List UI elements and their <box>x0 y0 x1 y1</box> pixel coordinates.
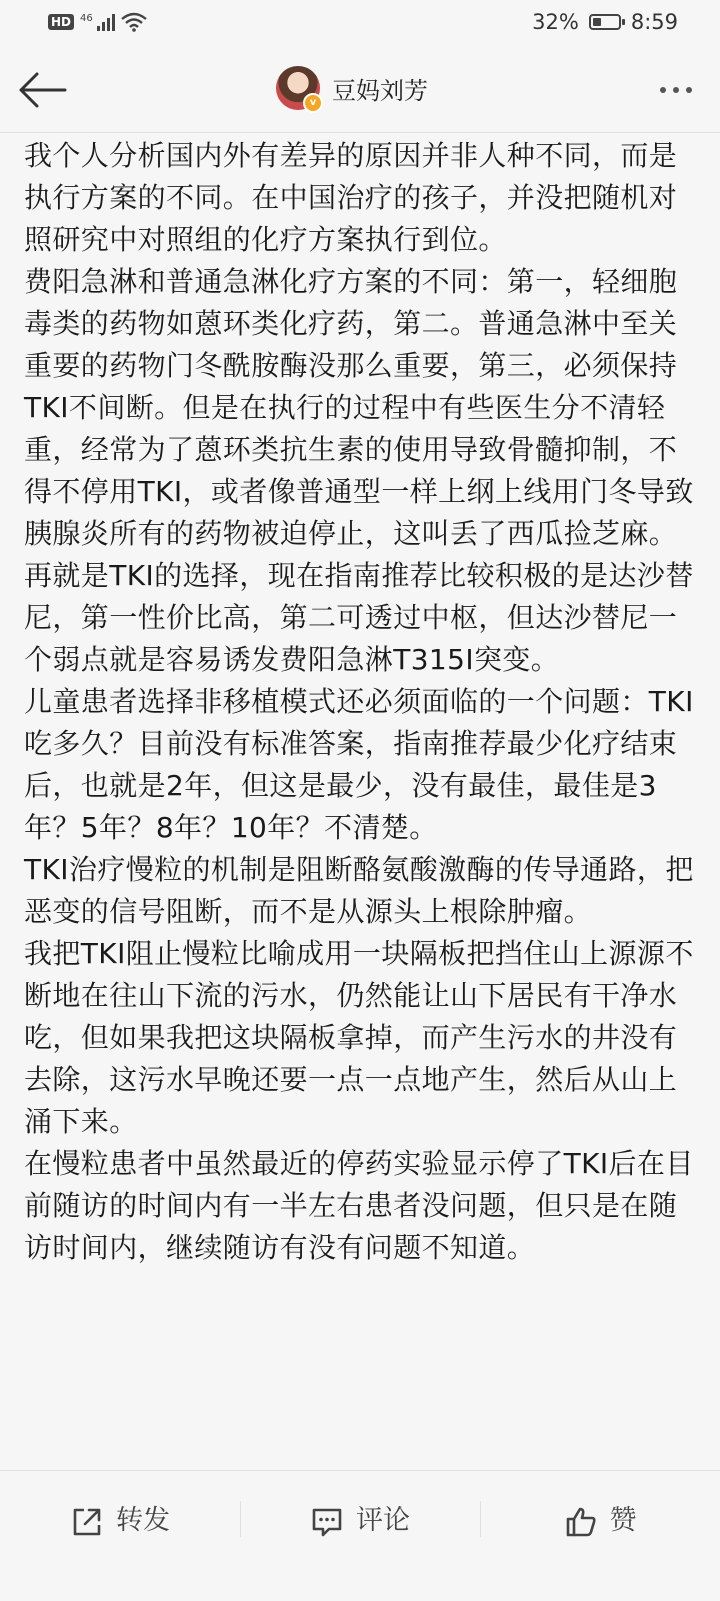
more-options-button[interactable] <box>646 70 706 110</box>
post-paragraph: 我个人分析国内外有差异的原因并非人种不同，而是执行方案的不同。在中国治疗的孩子，并没把随机对照研究中对照组的化疗方案执行到位。 <box>24 139 678 256</box>
back-button[interactable] <box>14 66 70 114</box>
status-bar <box>0 0 720 50</box>
share-icon <box>70 1505 104 1539</box>
more-dot <box>673 87 679 93</box>
battery-icon <box>589 14 621 30</box>
author-profile[interactable] <box>276 66 428 110</box>
post-paragraph: 在慢粒患者中虽然最近的停药实验显示停了TKI后在目前随访的时间内有一半左右患者没问题，但只是在随访时间内，继续随访有没有问题不知道。 <box>24 1147 694 1264</box>
wifi-icon <box>121 12 147 32</box>
comment-label: 评论 <box>356 1505 410 1536</box>
post-paragraph: 费阳急淋和普通急淋化疗方案的不同：第一，轻细胞毒类的药物如蒽环类化疗药，第二。普通急淋中至关重要的药物门冬酰胺酶没那么重要，第三，必须保持TKI不间断。但是在执行的过程中有些医生分不清轻重，经常为了蒽环类抗生素的使用导致骨髓抑制，不得不停用TKI，或者像普通型一样上纲上线用门冬导致胰腺炎所有的药物被迫停止，这叫丢了西瓜捡芝麻。 <box>24 265 694 550</box>
top-nav-bar <box>0 50 720 133</box>
repost-button[interactable] <box>0 1471 240 1601</box>
status-right <box>532 10 678 34</box>
status-left <box>48 12 147 32</box>
like-button[interactable] <box>480 1471 720 1601</box>
battery-percent: 32% <box>532 10 579 34</box>
comment-button[interactable] <box>240 1471 480 1601</box>
network-type: 46 <box>80 12 93 24</box>
hd-indicator: HD <box>48 14 74 30</box>
clock: 8:59 <box>630 10 678 34</box>
signal-icon <box>97 13 115 31</box>
repost-label: 转发 <box>116 1505 170 1536</box>
battery-fill <box>593 18 601 26</box>
post-paragraph: 再就是TKI的选择，现在指南推荐比较积极的是达沙替尼，第一性价比高，第二可透过中枢，但达沙替尼一个弱点就是容易诱发费阳急淋T315I突变。 <box>24 559 694 676</box>
post-paragraph: TKI治疗慢粒的机制是阻断酪氨酸激酶的传导通路，把恶变的信号阻断，而不是从源头上根除肿瘤。 <box>24 853 694 928</box>
comment-icon <box>310 1505 344 1539</box>
author-name[interactable]: 豆妈刘芳 <box>332 76 428 105</box>
back-arrow-icon <box>17 70 67 110</box>
avatar[interactable] <box>276 66 320 110</box>
like-label: 赞 <box>609 1505 637 1536</box>
post-content <box>0 133 720 1468</box>
post-paragraph: 儿童患者选择非移植模式还必须面临的一个问题：TKI吃多久？目前没有标准答案，指南推荐最少化疗结束后，也就是2年，但这是最少，没有最佳，最佳是3年？5年？8年？10年？不清楚。 <box>24 685 694 844</box>
thumbs-up-icon <box>564 1505 598 1539</box>
more-dot <box>686 87 692 93</box>
bottom-action-bar <box>0 1470 720 1601</box>
more-dot <box>660 87 666 93</box>
post-paragraph: 我把TKI阻止慢粒比喻成用一块隔板把挡住山上源源不断地在往山下流的污水，仍然能让山下居民有干净水吃，但如果我把这块隔板拿掉，而产生污水的井没有去除，这污水早晚还要一点一点地产生，然后从山上涌下来。 <box>24 937 694 1138</box>
verified-badge-icon: v <box>303 93 323 113</box>
